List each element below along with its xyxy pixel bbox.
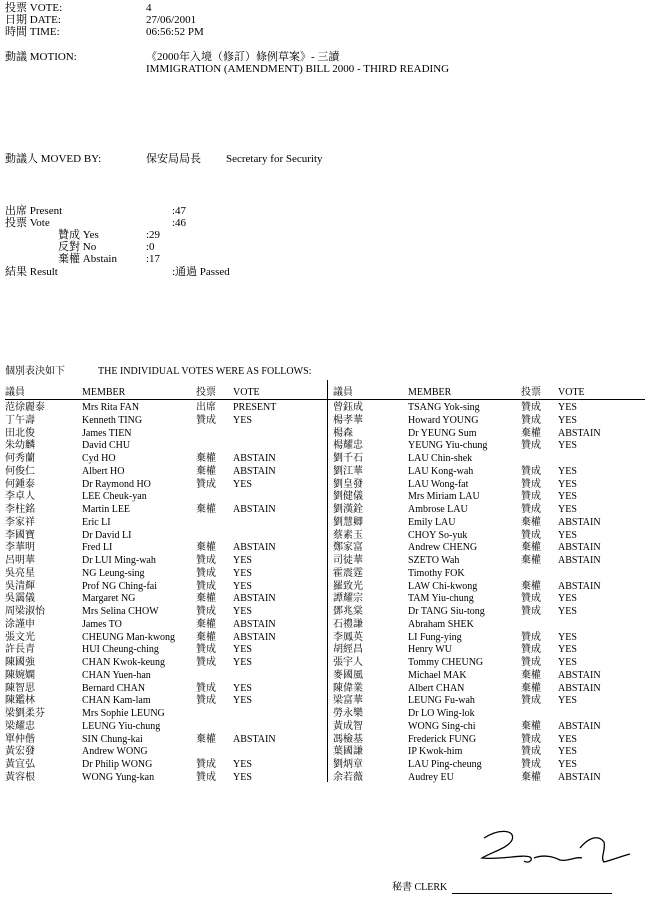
member-name-zh: 黃成智 <box>333 720 363 732</box>
member-name-en: LAW Chi-kwong <box>408 580 478 592</box>
vote-en: YES <box>233 580 252 592</box>
table-row <box>0 618 650 631</box>
table-row <box>0 490 650 503</box>
vote-number-label: 投票 VOTE: <box>5 2 63 14</box>
table-row <box>0 452 650 465</box>
vote-zh: 棄權 <box>521 555 541 566</box>
member-name-zh: 吳亮星 <box>5 567 35 579</box>
vote-zh: 贊成 <box>521 733 541 745</box>
table-row <box>0 771 650 784</box>
vote-en: YES <box>558 606 577 617</box>
table-row <box>0 656 650 669</box>
vote-en: ABSTAIN <box>233 618 276 630</box>
vote-en: YES <box>233 759 252 770</box>
member-name-zh: 田北俊 <box>5 427 35 439</box>
member-name-zh: 李卓人 <box>5 491 35 503</box>
member-name-zh: 陳國強 <box>5 657 35 668</box>
table-row <box>0 580 650 593</box>
member-name-en: LI Fung-ying <box>408 631 462 643</box>
member-name-zh: 張文光 <box>5 631 35 643</box>
member-name-en: CHOY So-yuk <box>408 529 468 541</box>
member-name-en: HUI Cheung-ching <box>82 644 159 656</box>
vote-en: ABSTAIN <box>233 465 276 477</box>
table-row <box>0 694 650 707</box>
vote-zh: 棄權 <box>196 733 216 745</box>
vote-zh: 贊成 <box>521 504 541 515</box>
table-row <box>0 733 650 746</box>
member-name-en: Kenneth TING <box>82 414 143 426</box>
vote-zh: 贊成 <box>196 567 216 579</box>
vote-zh: 贊成 <box>196 580 216 592</box>
table-header-row <box>0 386 650 399</box>
table-row <box>0 478 650 491</box>
table-row <box>0 529 650 542</box>
table-row <box>0 745 650 758</box>
member-name-en: Dr LO Wing-lok <box>408 708 475 719</box>
member-name-zh: 蔡素玉 <box>333 529 363 541</box>
vote-en: ABSTAIN <box>558 555 601 566</box>
member-name-en: Mrs Selina CHOW <box>82 606 159 617</box>
table-row <box>0 592 650 605</box>
vote-en: YES <box>558 478 577 490</box>
member-name-zh: 梁富華 <box>333 695 363 707</box>
member-name-en: Andrew CHENG <box>408 542 478 554</box>
table-row <box>0 541 650 554</box>
member-name-zh: 周梁淑怡 <box>5 606 45 617</box>
member-name-en: Mrs Sophie LEUNG <box>82 708 165 719</box>
vote-en: YES <box>558 759 577 770</box>
vote-en: YES <box>558 504 577 515</box>
member-name-zh: 劉漢銓 <box>333 504 363 515</box>
member-name-en: Ambrose LAU <box>408 504 468 515</box>
vote-en: ABSTAIN <box>558 682 601 694</box>
member-name-zh: 黃容根 <box>5 771 35 783</box>
member-name-zh: 勞永樂 <box>333 708 363 719</box>
vote-zh: 棄權 <box>521 720 541 732</box>
member-name-en: Audrey EU <box>408 771 454 783</box>
vote-en: YES <box>558 631 577 643</box>
mover-label: 動議人 MOVED BY: <box>5 153 102 165</box>
member-name-zh: 李柱銘 <box>5 504 35 515</box>
member-name-zh: 單仲偕 <box>5 733 35 745</box>
vote-en: ABSTAIN <box>558 516 601 528</box>
vote-en: YES <box>558 695 577 707</box>
member-name-zh: 何俊仁 <box>5 465 35 477</box>
member-name-zh: 陳偉業 <box>333 682 363 694</box>
table-row <box>0 554 650 567</box>
col-vote-zh: 投票 <box>196 387 216 398</box>
member-name-en: WONG Yung-kan <box>82 771 155 783</box>
member-name-en: Dr Raymond HO <box>82 478 151 490</box>
vote-zh: 棄權 <box>521 427 541 439</box>
member-name-en: Howard YOUNG <box>408 414 479 426</box>
no-label: 反對 No <box>58 241 97 253</box>
clerk-signature-line <box>452 893 612 894</box>
col-member-en-right: MEMBER <box>408 387 452 398</box>
member-name-zh: 楊耀忠 <box>333 440 363 452</box>
table-row <box>0 465 650 478</box>
member-name-zh: 楊森 <box>333 427 353 439</box>
date-label: 日期 DATE: <box>5 14 61 26</box>
vote-en: YES <box>233 644 252 656</box>
vote-en: ABSTAIN <box>233 631 276 643</box>
member-name-zh: 呂明華 <box>5 555 35 566</box>
member-name-zh: 李國寶 <box>5 529 35 541</box>
member-name-zh: 胡經昌 <box>333 644 363 656</box>
member-name-en: Prof NG Ching-fai <box>82 580 157 592</box>
member-name-zh: 黃宜弘 <box>5 759 35 770</box>
vote-zh: 棄權 <box>521 516 541 528</box>
member-name-en: Abraham SHEK <box>408 618 474 630</box>
member-name-en: Tommy CHEUNG <box>408 657 484 668</box>
member-name-en: TAM Yiu-chung <box>408 593 474 605</box>
vote-en: YES <box>233 606 252 617</box>
vote-zh: 贊成 <box>521 695 541 707</box>
member-name-en: CHAN Yuen-han <box>82 669 151 681</box>
vote-en: ABSTAIN <box>233 504 276 515</box>
member-name-en: Martin LEE <box>82 504 131 515</box>
vote-en: YES <box>558 402 577 413</box>
vote-zh: 贊成 <box>196 644 216 656</box>
member-name-en: Bernard CHAN <box>82 682 146 694</box>
vote-zh: 贊成 <box>196 682 216 694</box>
member-name-en: Michael MAK <box>408 669 467 681</box>
vote-zh: 棄權 <box>521 771 541 783</box>
member-name-en: Henry WU <box>408 644 452 656</box>
member-name-en: LAU Wong-fat <box>408 478 469 490</box>
member-name-en: LEUNG Yiu-chung <box>82 720 161 732</box>
vote-en: ABSTAIN <box>558 771 601 783</box>
col-vote-zh-right: 投票 <box>521 387 541 398</box>
individual-votes-heading-zh: 個別表決如下 <box>5 366 65 377</box>
vote-en: ABSTAIN <box>233 453 276 464</box>
member-name-en: LAU Chin-shek <box>408 453 473 464</box>
member-name-en: CHAN Kwok-keung <box>82 657 166 668</box>
member-name-zh: 司徒華 <box>333 555 363 566</box>
result-value: :通過 Passed <box>172 266 230 278</box>
member-name-en: Eric LI <box>82 516 111 528</box>
vote-en: ABSTAIN <box>558 720 601 732</box>
member-name-en: Albert HO <box>82 465 125 477</box>
vote-en: YES <box>233 555 252 566</box>
member-name-zh: 鄭家富 <box>333 542 363 554</box>
member-name-en: James TO <box>82 618 122 630</box>
no-count: :0 <box>146 241 155 253</box>
vote-en: YES <box>558 414 577 426</box>
vote-en: ABSTAIN <box>558 427 601 439</box>
member-name-en: YEUNG Yiu-chung <box>408 440 488 452</box>
member-name-en: LEE Cheuk-yan <box>82 491 147 503</box>
vote-zh: 贊成 <box>521 746 541 758</box>
vote-number-value: 4 <box>146 2 152 14</box>
vote-zh: 贊成 <box>196 771 216 783</box>
vote-zh: 贊成 <box>521 606 541 617</box>
member-name-zh: 梁劉柔芬 <box>5 708 45 719</box>
vote-zh: 贊成 <box>521 644 541 656</box>
vote-zh: 贊成 <box>521 478 541 490</box>
member-name-zh: 馮檢基 <box>333 733 363 745</box>
mover-name-zh: 保安局局長 <box>146 153 201 165</box>
member-name-zh: 吳靄儀 <box>5 593 35 605</box>
table-row <box>0 427 650 440</box>
table-row <box>0 567 650 580</box>
vote-zh: 贊成 <box>521 491 541 503</box>
vote-en: YES <box>558 657 577 668</box>
member-name-en: David CHU <box>82 440 131 452</box>
vote-en: YES <box>233 682 252 694</box>
vote-zh: 贊成 <box>521 402 541 413</box>
vote-zh: 棄權 <box>196 542 216 554</box>
vote-zh: 贊成 <box>196 606 216 617</box>
vote-zh: 贊成 <box>196 414 216 426</box>
table-row <box>0 605 650 618</box>
yes-count: :29 <box>146 229 161 241</box>
vote-en: ABSTAIN <box>558 580 601 592</box>
vote-label: 投票 Vote <box>5 217 50 229</box>
vote-zh: 贊成 <box>196 759 216 770</box>
vote-en: PRESENT <box>233 402 277 413</box>
member-name-en: SZETO Wah <box>408 555 460 566</box>
table-row <box>0 720 650 733</box>
member-name-en: Dr David LI <box>82 529 132 541</box>
vote-en: ABSTAIN <box>558 669 601 681</box>
member-name-en: Dr Philip WONG <box>82 759 153 770</box>
vote-zh: 贊成 <box>521 465 541 477</box>
member-name-en: SIN Chung-kai <box>82 733 143 745</box>
member-name-zh: 黃宏發 <box>5 746 35 758</box>
vote-zh: 棄權 <box>521 580 541 592</box>
vote-en: ABSTAIN <box>233 593 276 605</box>
member-name-zh: 劉慧卿 <box>333 516 363 528</box>
vote-en: YES <box>558 746 577 758</box>
vote-en: ABSTAIN <box>233 542 276 554</box>
vote-zh: 贊成 <box>521 440 541 452</box>
member-name-en: CHAN Kam-lam <box>82 695 151 707</box>
header-underline <box>5 399 645 400</box>
member-name-en: CHEUNG Man-kwong <box>82 631 176 643</box>
time-value: 06:56:52 PM <box>146 26 204 38</box>
table-row <box>0 707 650 720</box>
member-name-zh: 許長青 <box>5 644 35 656</box>
vote-en: YES <box>233 771 252 783</box>
abstain-count: :17 <box>146 253 161 265</box>
member-name-zh: 何秀蘭 <box>5 453 35 464</box>
member-name-en: LAU Kong-wah <box>408 465 474 477</box>
table-row <box>0 643 650 656</box>
member-name-en: Mrs Rita FAN <box>82 402 140 413</box>
motion-title-en: IMMIGRATION (AMENDMENT) BILL 2000 - THIRD READING <box>146 63 450 75</box>
member-name-en: IP Kwok-him <box>408 746 463 758</box>
member-name-zh: 余若薇 <box>333 771 363 783</box>
member-name-en: Dr TANG Siu-tong <box>408 606 485 617</box>
vote-en: YES <box>233 567 252 579</box>
vote-en: YES <box>558 733 577 745</box>
vote-en: YES <box>558 593 577 605</box>
member-name-zh: 劉炳章 <box>333 759 363 770</box>
member-name-zh: 吳清輝 <box>5 580 35 592</box>
member-name-zh: 李家祥 <box>5 516 35 528</box>
clerk-label: 秘書 CLERK <box>392 882 448 893</box>
table-row <box>0 516 650 529</box>
vote-zh: 贊成 <box>521 593 541 605</box>
member-name-en: Emily LAU <box>408 516 456 528</box>
col-member-zh: 議員 <box>5 387 25 398</box>
yes-label: 贊成 Yes <box>58 229 99 241</box>
vote-zh: 贊成 <box>521 529 541 541</box>
member-name-zh: 譚耀宗 <box>333 593 363 605</box>
vote-zh: 贊成 <box>196 478 216 490</box>
vote-en: ABSTAIN <box>558 542 601 554</box>
vote-zh: 出席 <box>196 402 216 413</box>
vote-zh: 棄權 <box>196 618 216 630</box>
member-name-en: Mrs Miriam LAU <box>408 491 480 503</box>
present-count: :47 <box>172 205 187 217</box>
member-name-zh: 何鍾泰 <box>5 478 35 490</box>
col-member-en: MEMBER <box>82 387 126 398</box>
present-label: 出席 Present <box>5 205 63 217</box>
member-name-en: James TIEN <box>82 427 132 439</box>
member-name-zh: 涂謹申 <box>5 618 35 630</box>
vote-en: YES <box>233 414 252 426</box>
time-label: 時間 TIME: <box>5 26 60 38</box>
member-name-zh: 羅致光 <box>333 580 363 592</box>
member-name-en: WONG Sing-chi <box>408 720 476 732</box>
vote-zh: 棄權 <box>521 682 541 694</box>
table-row <box>0 669 650 682</box>
individual-votes-heading-en: THE INDIVIDUAL VOTES WERE AS FOLLOWS: <box>98 366 312 377</box>
vote-zh: 贊成 <box>521 657 541 668</box>
result-label: 結果 Result <box>5 266 58 278</box>
motion-title-zh: 《2000年入境（修訂）條例草案》- 三讀 <box>146 51 340 63</box>
vote-zh: 棄權 <box>521 542 541 554</box>
vote-zh: 贊成 <box>196 657 216 668</box>
vote-en: YES <box>558 529 577 541</box>
member-name-zh: 劉皇發 <box>333 478 363 490</box>
vote-zh: 贊成 <box>196 555 216 566</box>
member-name-en: Fred LI <box>82 542 113 554</box>
vote-en: YES <box>558 465 577 477</box>
vote-zh: 棄權 <box>521 669 541 681</box>
vote-en: YES <box>558 491 577 503</box>
table-row <box>0 439 650 452</box>
vote-zh: 贊成 <box>521 759 541 770</box>
mover-name-en: Secretary for Security <box>226 153 323 165</box>
member-name-zh: 張宇人 <box>333 657 363 668</box>
member-name-zh: 朱幼麟 <box>5 440 35 452</box>
table-row <box>0 414 650 427</box>
vote-zh: 棄權 <box>196 453 216 464</box>
vote-en: YES <box>558 644 577 656</box>
vote-en: YES <box>233 478 252 490</box>
vote-zh: 贊成 <box>521 414 541 426</box>
vote-zh: 棄權 <box>196 465 216 477</box>
col-vote-en-right: VOTE <box>558 387 585 398</box>
member-name-zh: 劉健儀 <box>333 491 363 503</box>
motion-label: 動議 MOTION: <box>5 51 77 63</box>
vote-en: YES <box>233 695 252 707</box>
vote-zh: 贊成 <box>196 695 216 707</box>
member-name-zh: 麥國風 <box>333 669 363 681</box>
table-row <box>0 682 650 695</box>
member-name-en: Dr LUI Ming-wah <box>82 555 156 566</box>
vote-zh: 贊成 <box>521 631 541 643</box>
member-name-zh: 李華明 <box>5 542 35 554</box>
member-name-zh: 陳智思 <box>5 682 35 694</box>
vote-en: YES <box>233 657 252 668</box>
vote-zh: 棄權 <box>196 631 216 643</box>
member-name-zh: 范徐麗泰 <box>5 402 45 413</box>
clerk-signature <box>472 824 642 874</box>
member-name-zh: 霍震霆 <box>333 567 363 579</box>
member-name-zh: 鄧兆棠 <box>333 606 363 617</box>
member-name-zh: 梁耀忠 <box>5 720 35 732</box>
member-name-zh: 楊孝華 <box>333 414 363 426</box>
member-name-en: Margaret NG <box>82 593 136 605</box>
member-name-zh: 劉江華 <box>333 465 363 477</box>
member-name-en: Cyd HO <box>82 453 116 464</box>
member-name-zh: 劉千石 <box>333 453 363 464</box>
table-row <box>0 401 650 414</box>
member-name-zh: 石禮謙 <box>333 618 363 630</box>
vote-zh: 棄權 <box>196 593 216 605</box>
member-name-zh: 葉國謙 <box>333 746 363 758</box>
table-row <box>0 758 650 771</box>
vote-en: YES <box>558 440 577 452</box>
table-row <box>0 503 650 516</box>
member-name-en: Dr YEUNG Sum <box>408 427 477 439</box>
member-name-en: TSANG Yok-sing <box>408 402 480 413</box>
abstain-label: 棄權 Abstain <box>58 253 117 265</box>
vote-zh: 棄權 <box>196 504 216 515</box>
member-name-en: LEUNG Fu-wah <box>408 695 475 707</box>
member-name-en: LAU Ping-cheung <box>408 759 482 770</box>
member-name-en: Andrew WONG <box>82 746 148 758</box>
vote-count: :46 <box>172 217 187 229</box>
member-name-zh: 李鳳英 <box>333 631 363 643</box>
table-row <box>0 631 650 644</box>
member-name-en: Timothy FOK <box>408 567 465 579</box>
col-vote-en: VOTE <box>233 387 260 398</box>
member-name-zh: 陳鑑林 <box>5 695 35 707</box>
member-name-en: NG Leung-sing <box>82 567 145 579</box>
col-member-zh-right: 議員 <box>333 387 353 398</box>
member-name-en: Frederick FUNG <box>408 733 477 745</box>
member-name-zh: 丁午壽 <box>5 414 35 426</box>
vote-en: ABSTAIN <box>233 733 276 745</box>
member-name-zh: 陳婉嫻 <box>5 669 35 681</box>
date-value: 27/06/2001 <box>146 14 197 26</box>
member-name-zh: 曾鈺成 <box>333 402 363 413</box>
member-name-en: Albert CHAN <box>408 682 465 694</box>
